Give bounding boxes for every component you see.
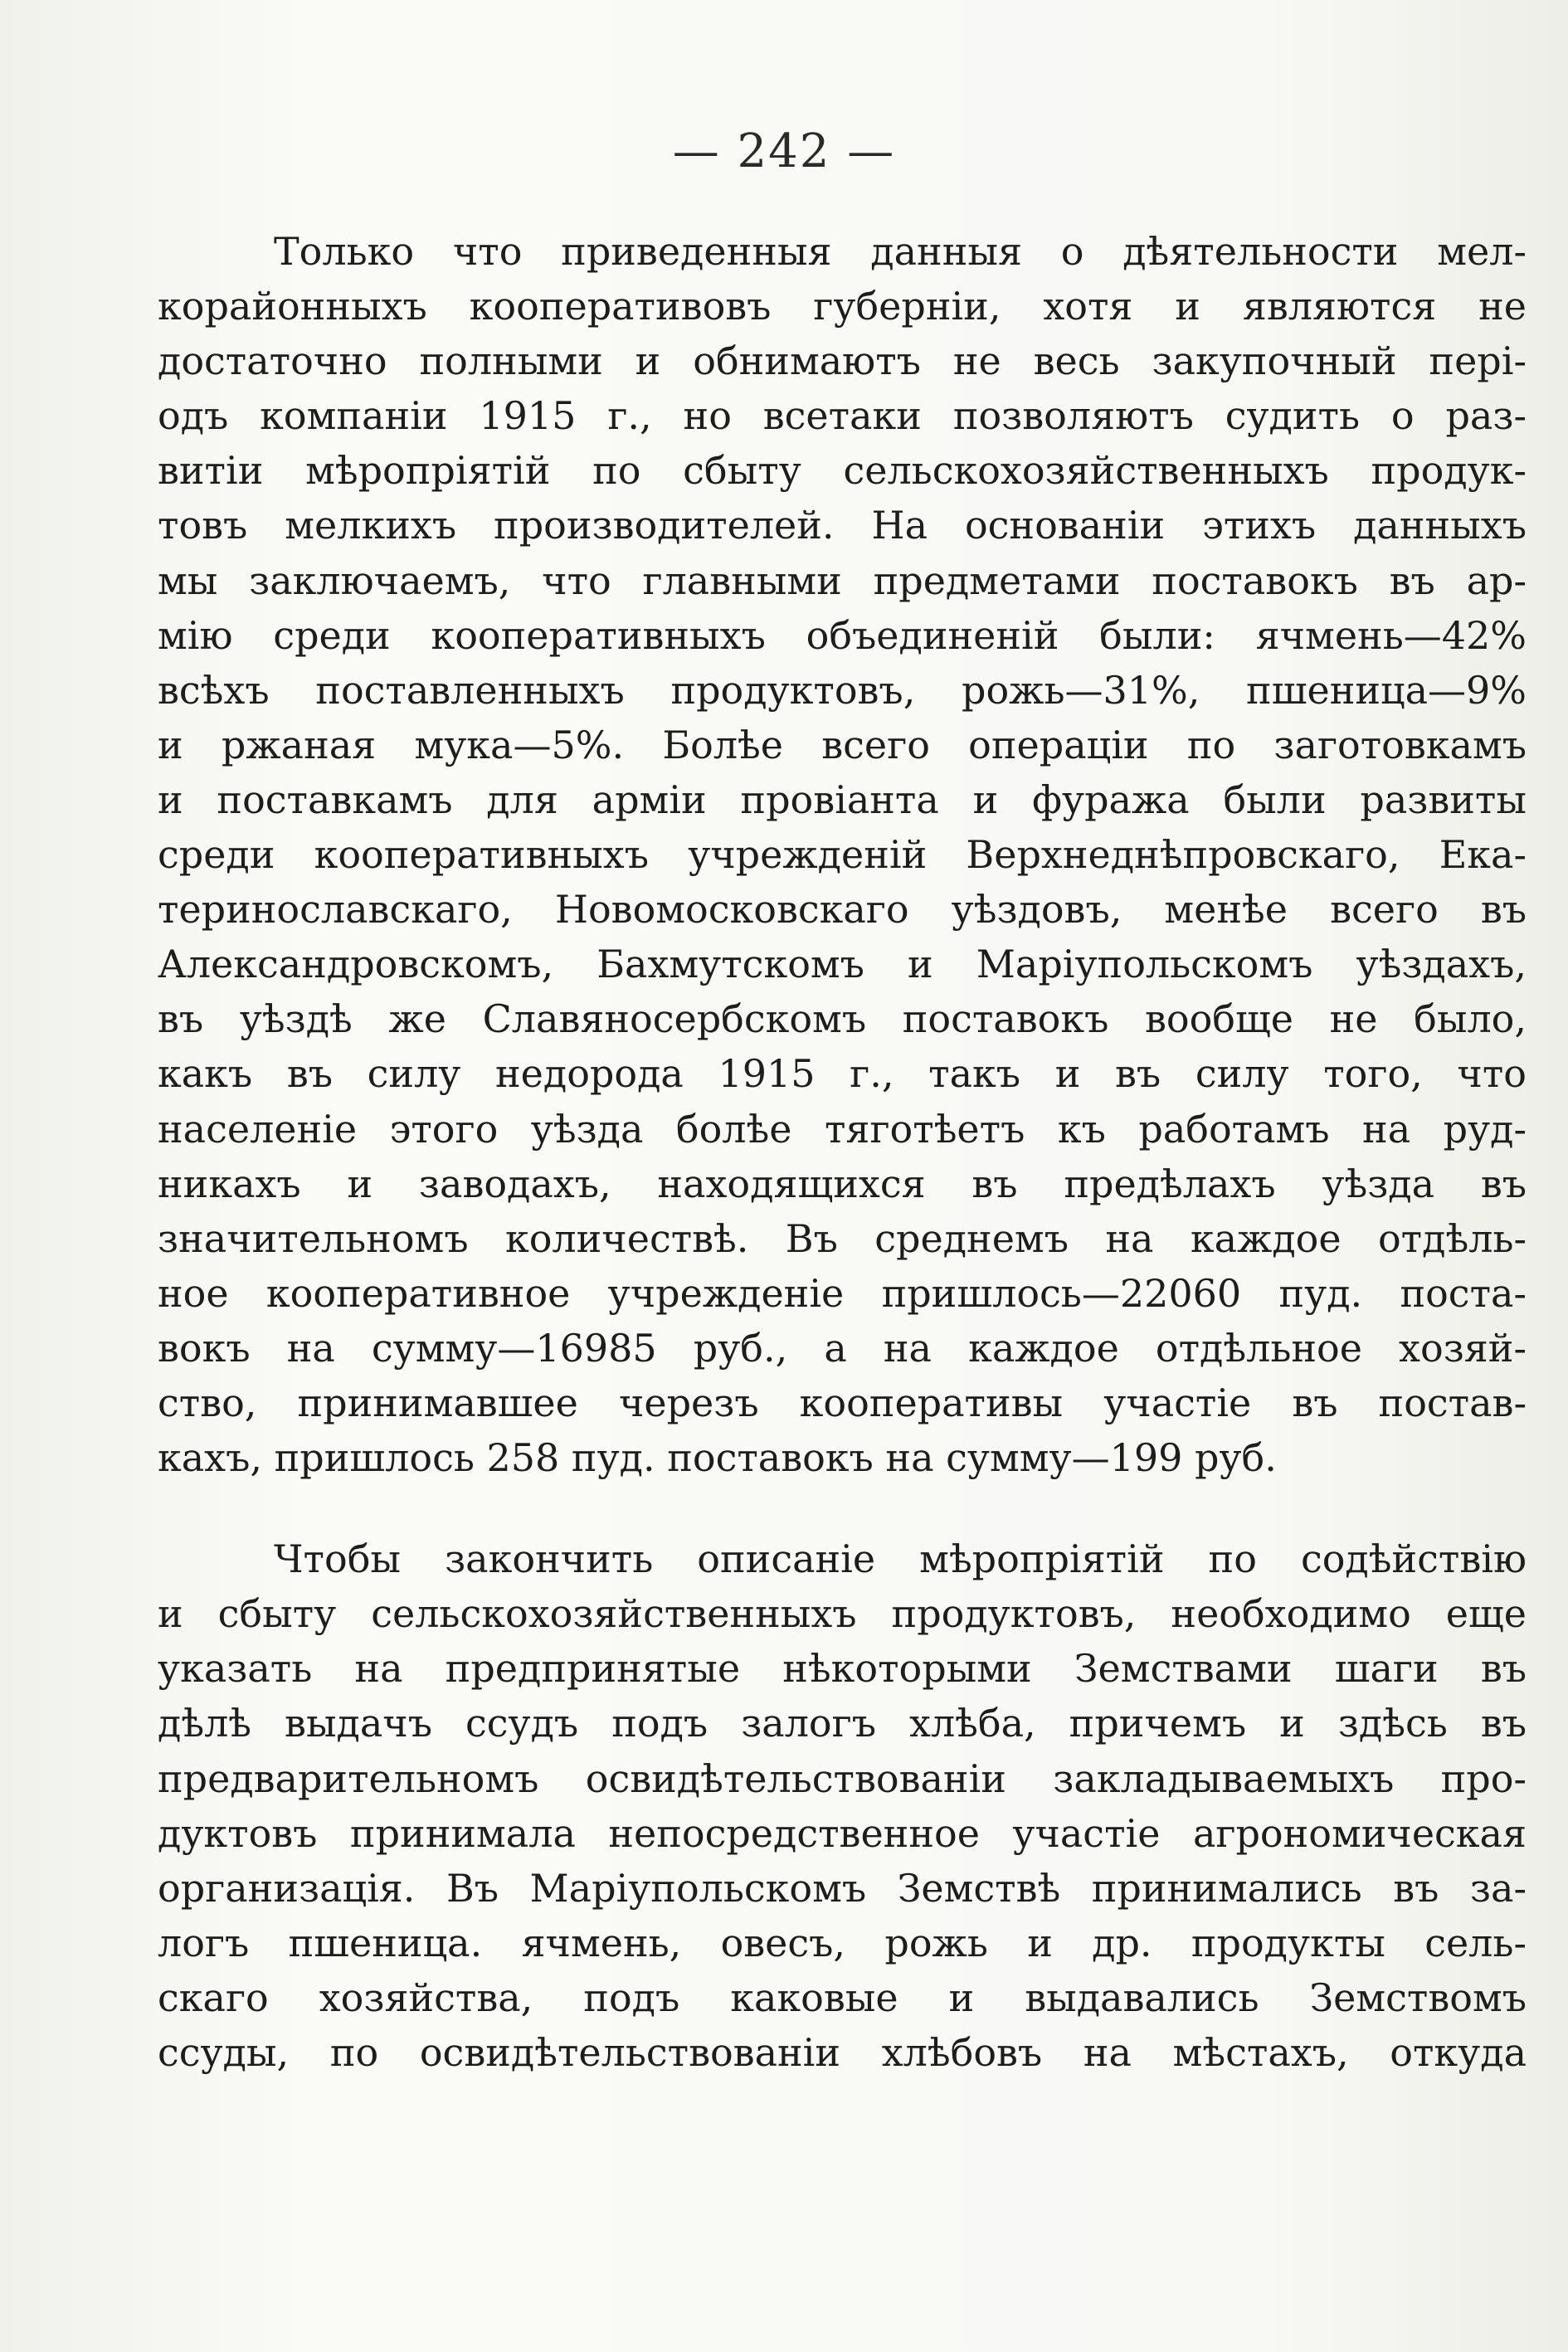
text-line: теринославскаго, Новомосковскаго уѣздовъ, менѣе всего въ	[158, 887, 1527, 933]
text-line: кахъ, пришлось 258 пуд. поставокъ на сумму—199 руб.	[158, 1435, 1277, 1481]
text-line: достаточно полными и обнимаютъ не весь закупочный пері-	[158, 338, 1527, 384]
text-line: вокъ на сумму—16985 руб., а на каждое отдѣльное хозяй-	[158, 1325, 1527, 1371]
text-line: товъ мелкихъ производителей. На основаніи этихъ данныхъ	[158, 503, 1527, 548]
text-line: мы заключаемъ, что главными предметами поставокъ въ ар-	[158, 558, 1527, 603]
text-line: ное кооперативное учрежденіе пришлось—22060 пуд. поста-	[158, 1270, 1527, 1316]
paragraph-gap	[158, 1485, 1527, 1531]
text-line: скаго хозяйства, подъ каковые и выдавались Земствомъ	[158, 1975, 1527, 2020]
text-line: Только что приведенныя данныя о дѣятельности мел-	[274, 229, 1527, 274]
text-line: и ржаная мука—5%. Болѣе всего операціи по заготовкамъ	[158, 722, 1527, 767]
text-line: мію среди кооперативныхъ объединеній были: ячмень—42%	[158, 612, 1527, 658]
text-line: предварительномъ освидѣтельствованіи закладываемыхъ про-	[158, 1755, 1527, 1801]
text-line: корайонныхъ кооперативовъ губерніи, хотя и являются не	[158, 284, 1527, 329]
text-line: указать на предпринятые нѣкоторыми Земствами шаги въ	[158, 1646, 1527, 1692]
text-line: логъ пшеница. ячмень, овесъ, рожь и др. продукты сель-	[158, 1920, 1527, 1965]
text-line: Александровскомъ, Бахмутскомъ и Маріупольскомъ уѣздахъ,	[158, 942, 1527, 987]
text-line: витіи мѣропріятій по сбыту сельскохозяйственныхъ продук-	[158, 448, 1527, 494]
text-line: Чтобы закончить описаніе мѣропріятій по содѣйствію	[274, 1536, 1527, 1582]
text-line: дуктовъ принимала непосредственное участіе агрономическая	[158, 1810, 1527, 1856]
paragraph-1	[158, 224, 1527, 1485]
text-line: дѣлѣ выдачъ ссудъ подъ залогъ хлѣба, причемъ и здѣсь въ	[158, 1701, 1527, 1746]
text-line: въ уѣздѣ же Славяносербскомъ поставокъ вообще не было,	[158, 996, 1527, 1042]
text-line: значительномъ количествѣ. Въ среднемъ на каждое отдѣль-	[158, 1215, 1527, 1261]
text-line: всѣхъ поставленныхъ продуктовъ, рожь—31%, пшеница—9%	[158, 667, 1527, 713]
paragraph-2	[158, 1531, 1527, 2080]
text-line: ство, принимавшее черезъ кооперативы участіе въ постав-	[158, 1380, 1527, 1425]
text-line: организація. Въ Маріупольскомъ Земствѣ принимались въ за-	[158, 1865, 1527, 1911]
text-line: какъ въ силу недорода 1915 г., такъ и въ силу того, что	[158, 1051, 1527, 1097]
text-line: среди кооперативныхъ учрежденій Верхнеднѣпровскаго, Ека-	[158, 832, 1527, 878]
text-line: ссуды, по освидѣтельствованіи хлѣбовъ на мѣстахъ, откуда	[158, 2030, 1527, 2075]
text-line: и поставкамъ для арміи провіанта и фуража были развиты	[158, 777, 1527, 822]
text-line: одъ компаніи 1915 г., но всетаки позволяютъ судить о раз-	[158, 393, 1527, 439]
body-text	[158, 224, 1527, 2080]
page-number: — 242 —	[672, 124, 896, 178]
text-line: населеніе этого уѣзда болѣе тяготѣетъ къ работамъ на руд-	[158, 1106, 1527, 1152]
text-line: и сбыту сельскохозяйственныхъ продуктовъ, необходимо еще	[158, 1591, 1527, 1637]
text-line: никахъ и заводахъ, находящихся въ предѣлахъ уѣзда въ	[158, 1161, 1527, 1206]
